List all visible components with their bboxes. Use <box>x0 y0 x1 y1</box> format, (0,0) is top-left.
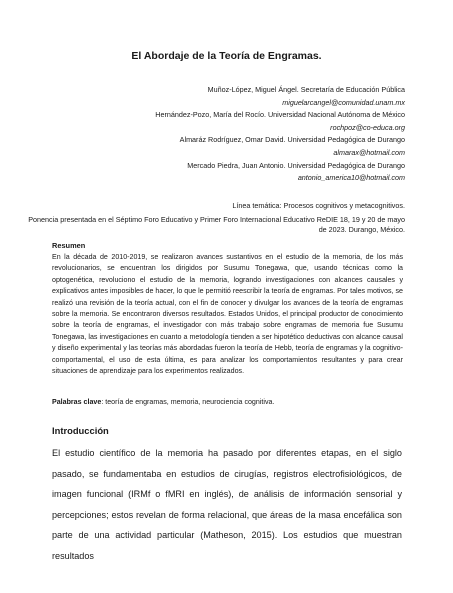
author-name: Almaráz Rodríguez, Omar David. Universidad Pedagógica de Durango <box>179 135 405 145</box>
author-list <box>45 84 405 185</box>
paper-title: El Abordaje de la Teoría de Engramas. <box>131 50 322 62</box>
paper-meta <box>25 201 405 235</box>
abstract-heading: Resumen <box>52 241 86 250</box>
author-name: Mercado Piedra, Juan Antonio. Universidad Pedagógica de Durango <box>187 160 405 170</box>
author-email: rochpoz@co-educa.org <box>330 122 405 132</box>
keywords-line <box>52 398 403 406</box>
thematic-line: Línea temática: Procesos cognitivos y metacognitivos. <box>232 201 405 210</box>
keywords-list: : teoría de engramas, memoria, neurociencia cognitiva. <box>101 398 275 406</box>
keywords-label: Palabras clave <box>52 398 102 406</box>
introduction-heading: Introducción <box>52 425 109 436</box>
presentation-note: Ponencia presentada en el Séptimo Foro Educativo y Primer Foro Internacional Educativo ReDIE 18, 19 y 20 de mayo de 2023. Durango, México. <box>28 215 405 234</box>
author-name: Muñoz-López, Miguel Ángel. Secretaría de Educación Pública <box>207 85 405 94</box>
abstract-text: En la década de 2010-2019, se realizaron avances sustantivos en el estudio de la memoria, de los más revolucionarios, se encuentran los dirigidos por Susumu Tonegawa, que, usando técnicas como la optogenética, revoluciono el estudio de la memoria, logrando investigaciones con alcances causales y explicativos antes imposibles de hacer, lo que le permitió reescribir la teoría de engramas. Por tales motivos, se realizó una revisión de la teoría actual, con el fin de conocer y divulgar los avances de la teoría de engramas sobre la memoria. Se encontraron diversos resultados. Estados Unidos, el principal productor de conocimiento sobre la teoría de engramas, el investigador con más trabajo sobre engramas de memoria fue Susumu Tonegawa, las investigaciones en cuanto a metodología tienden a ser hipotético deductivas con alcance causal y diseño experimental y las teorías más abordadas fueron la teoría de Hebb, teoría de engramas y la cognitivo-comportamental, el uso de esta última, es para analizar los comportamientos resultantes y para crear situaciones de aprendizaje para los experimentos realizados. <box>52 253 403 376</box>
author-email: almarax@hotmail.com <box>333 147 405 157</box>
author-name: Hernández-Pozo, María del Rocío. Universidad Nacional Autónoma de México <box>155 110 405 120</box>
introduction-text: El estudio científico de la memoria ha pasado por diferentes etapas, en el siglo pasado, se fundamentaba en estudios de cirugías, registros electrofisiológicos, de imagen funcional (IRMf o fMRI en inglés), de análisis de información sensorial y percepciones; estos revelan de forma relacional, que áreas de la masa encefálica son parte de una actividad particular (Matheson, 2015). Los estudios que muestran resultados <box>52 448 402 561</box>
author-email: antonio_america10@hotmail.com <box>297 173 405 183</box>
author-email: miguelarcangel@comunidad.unam.mx <box>282 97 405 107</box>
